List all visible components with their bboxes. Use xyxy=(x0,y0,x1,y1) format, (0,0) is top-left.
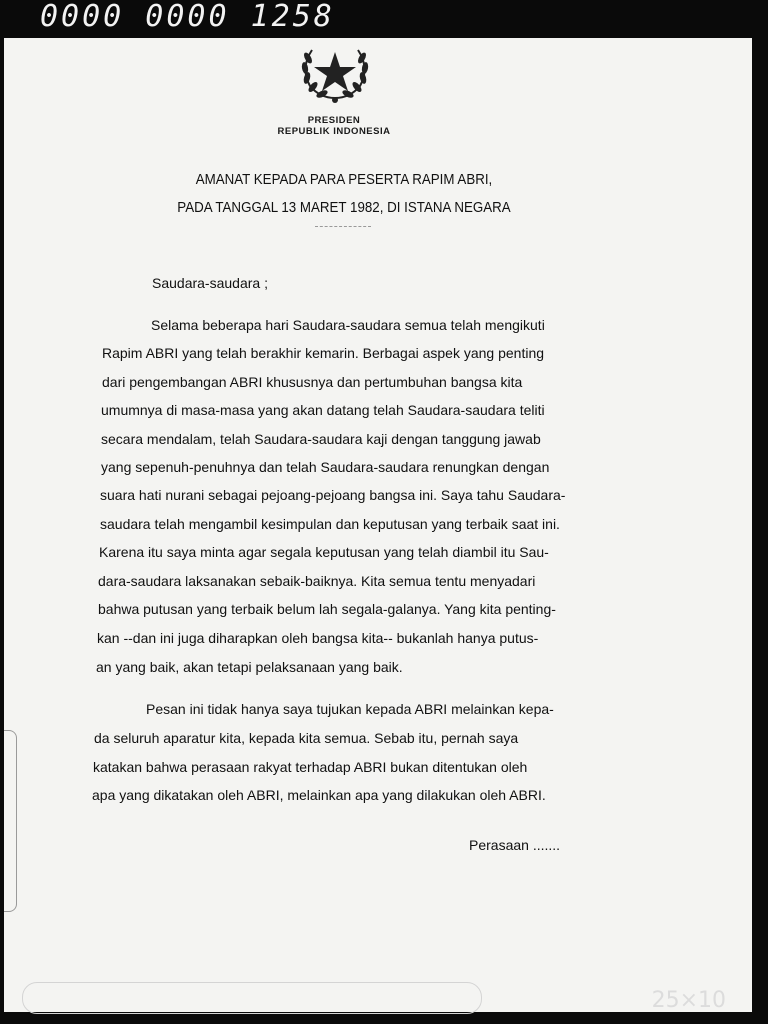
paragraph-line: Rapim ABRI yang telah berakhir kemarin. Berbagai aspek yang penting xyxy=(102,345,545,361)
paragraph-line: dara-saudara laksanakan sebaik-baiknya. Kita semua tentu menyadari xyxy=(98,573,536,589)
paragraph-line: katakan bahwa perasaan rakyat terhadap ABRI bukan ditentukan oleh xyxy=(93,759,528,775)
paragraph-line: yang sepenuh-penuhnya dan telah Saudara-saudara renungkan dengan xyxy=(101,459,550,475)
paragraph-line: apa yang dikatakan oleh ABRI, melainkan apa yang dilakukan oleh ABRI. xyxy=(92,787,546,803)
document-title-line-2: PADA TANGGAL 13 MARET 1982, DI ISTANA NEGARA xyxy=(177,200,511,216)
paragraph-line: umumnya di masa-masa yang akan datang telah Saudara-saudara teliti xyxy=(101,402,545,418)
paragraph-line: saudara telah mengambil kesimpulan dan keputusan yang terbaik saat ini. xyxy=(100,516,560,532)
document-title-line-1: AMANAT KEPADA PARA PESERTA RAPIM ABRI, xyxy=(195,172,493,188)
paragraph-line: da seluruh aparatur kita, kepada kita semua. Sebab itu, pernah saya xyxy=(94,730,519,746)
paragraph-line: dari pengembangan ABRI khususnya dan pertumbuhan bangsa kita xyxy=(102,374,523,390)
paragraph-line: secara mendalam, telah Saudara-saudara kaji dengan tanggung jawab xyxy=(101,431,541,447)
page-edge-mark xyxy=(4,730,17,912)
reduction-ratio-mark: 25×10 xyxy=(651,988,726,1013)
salutation: Saudara-saudara ; xyxy=(152,275,268,291)
star-garland-emblem-icon xyxy=(290,38,380,104)
film-frame-counter: 0000 0000 1258 xyxy=(40,0,335,34)
paragraph-line: bahwa putusan yang terbaik belum lah segala-galanya. Yang kita penting- xyxy=(98,601,556,617)
paragraph-line: an yang baik, akan tetapi pelaksanaan yang baik. xyxy=(96,659,403,675)
paragraph-line: suara hati nurani sebagai pejoang-pejoang bangsa ini. Saya tahu Saudara- xyxy=(100,487,566,503)
microfilm-bottom-mark xyxy=(22,982,482,1014)
paragraph-line: Karena itu saya minta agar segala keputusan yang telah diambil itu Sau- xyxy=(99,544,549,560)
title-underline xyxy=(315,226,371,228)
document-page xyxy=(4,38,752,1012)
paragraph-line: Selama beberapa hari Saudara-saudara semua telah mengikuti xyxy=(151,317,545,333)
paragraph-line: Pesan ini tidak hanya saya tujukan kepada ABRI melainkan kepa- xyxy=(146,701,554,717)
paragraph-line: kan --dan ini juga diharapkan oleh bangsa kita-- bukanlah hanya putus- xyxy=(97,630,539,646)
letterhead-line-republic: REPUBLIK INDONESIA xyxy=(277,126,391,137)
continuation-catchword: Perasaan ....... xyxy=(469,837,561,853)
letterhead-line-president: PRESIDEN xyxy=(307,115,361,126)
